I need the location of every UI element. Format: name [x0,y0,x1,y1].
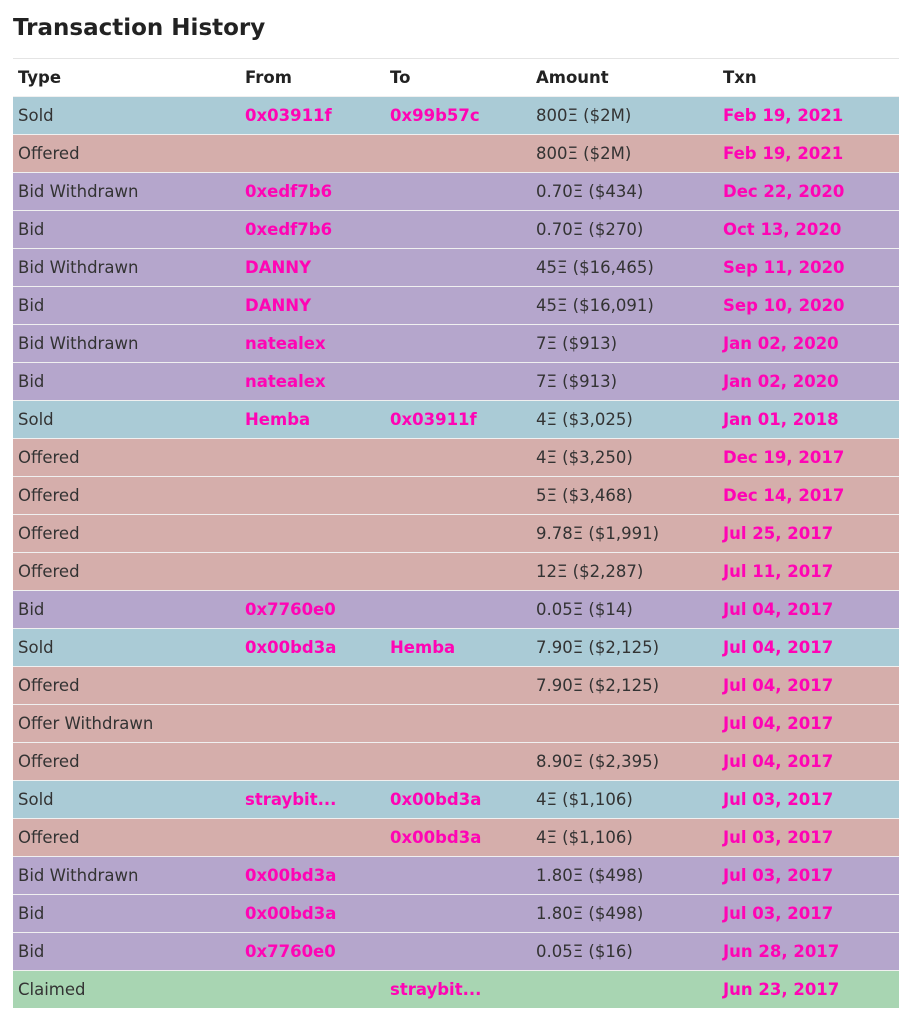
table-row [13,933,899,971]
txn-column-cell [718,211,899,249]
txn-link[interactable]: Jul 03, 2017 [723,904,834,923]
from-link[interactable]: DANNY [245,296,312,315]
txn-column-cell [718,629,899,667]
type-column-cell [13,933,240,971]
type-cell: Sold [18,790,54,809]
from-column-cell [240,629,385,667]
txn-link[interactable]: Dec 22, 2020 [723,182,845,201]
to-link[interactable]: 0x03911f [390,410,477,429]
from-column-cell [240,173,385,211]
type-cell: Sold [18,410,54,429]
amount-column-cell [531,515,718,553]
txn-link[interactable]: Dec 19, 2017 [723,448,845,467]
type-column-cell [13,743,240,781]
from-link[interactable]: 0xedf7b6 [245,182,333,201]
from-column-cell [240,401,385,439]
txn-link[interactable]: Jul 04, 2017 [723,638,834,657]
amount-cell: 45Ξ ($16,091) [536,296,654,315]
type-column-cell [13,287,240,325]
txn-link[interactable]: Jul 04, 2017 [723,752,834,771]
type-column-cell [13,439,240,477]
amount-column-cell [531,249,718,287]
type-cell: Bid [18,220,45,239]
txn-link[interactable]: Oct 13, 2020 [723,220,842,239]
type-column-cell [13,515,240,553]
amount-cell: 12Ξ ($2,287) [536,562,644,581]
amount-cell: 5Ξ ($3,468) [536,486,633,505]
type-cell: Bid [18,904,45,923]
txn-link[interactable]: Jan 02, 2020 [723,334,839,353]
txn-column-cell [718,135,899,173]
txn-column-cell [718,439,899,477]
type-column-cell [13,173,240,211]
from-link[interactable]: 0x00bd3a [245,638,337,657]
table-row [13,553,899,591]
txn-link[interactable]: Jul 04, 2017 [723,714,834,733]
to-link[interactable]: 0x00bd3a [390,790,482,809]
amount-cell: 0.70Ξ ($270) [536,220,644,239]
txn-link[interactable]: Jul 03, 2017 [723,790,834,809]
from-link[interactable]: 0x00bd3a [245,866,337,885]
column-header-type: Type [18,68,62,87]
type-cell: Bid Withdrawn [18,866,139,885]
type-column-cell [13,667,240,705]
amount-column-cell [531,173,718,211]
type-cell: Offered [18,828,80,847]
to-column-cell [385,553,531,591]
to-column-cell [385,705,531,743]
txn-column-cell [718,97,899,135]
from-link[interactable]: 0x03911f [245,106,332,125]
to-column-cell [385,249,531,287]
from-link[interactable]: 0x7760e0 [245,600,336,619]
from-column-cell [240,895,385,933]
to-column-cell [385,173,531,211]
type-column-cell [13,781,240,819]
amount-column-cell [531,439,718,477]
type-cell: Bid [18,600,45,619]
txn-column-cell [718,249,899,287]
column-header-amount: Amount [536,68,609,87]
from-link[interactable]: Hemba [245,410,311,429]
table-row [13,591,899,629]
amount-column-cell [531,895,718,933]
amount-column-cell [531,325,718,363]
table-row [13,363,899,401]
type-cell: Bid [18,942,45,961]
table-row [13,97,899,135]
txn-link[interactable]: Jan 01, 2018 [723,410,839,429]
txn-column-cell [718,553,899,591]
txn-link[interactable]: Jul 25, 2017 [723,524,834,543]
amount-cell: 7Ξ ($913) [536,372,618,391]
from-column-cell [240,515,385,553]
type-column-cell [13,363,240,401]
type-column-cell [13,249,240,287]
from-column-cell [240,667,385,705]
from-column-cell [240,743,385,781]
type-column-cell [13,629,240,667]
txn-link[interactable]: Jul 11, 2017 [723,562,834,581]
txn-link[interactable]: Feb 19, 2021 [723,144,844,163]
to-column-cell [385,97,531,135]
type-column-cell [13,971,240,1009]
type-cell: Bid Withdrawn [18,258,139,277]
from-column-cell [240,287,385,325]
from-column-cell [240,781,385,819]
from-column-cell [240,553,385,591]
table-row [13,173,899,211]
type-cell: Bid [18,296,45,315]
to-column-cell [385,895,531,933]
type-column-cell [13,553,240,591]
transaction-rows [13,97,899,1009]
type-cell: Claimed [18,980,86,999]
amount-cell: 7Ξ ($913) [536,334,618,353]
amount-cell: 7.90Ξ ($2,125) [536,676,660,695]
amount-column-cell [531,705,718,743]
txn-column-cell [718,743,899,781]
txn-column-cell [718,705,899,743]
to-column-cell [385,857,531,895]
amount-column-cell [531,933,718,971]
to-column-cell [385,287,531,325]
txn-column-cell [718,173,899,211]
txn-link[interactable]: Jul 04, 2017 [723,676,834,695]
type-cell: Bid Withdrawn [18,182,139,201]
to-link[interactable]: Hemba [390,638,456,657]
from-column-cell [240,211,385,249]
amount-cell: 800Ξ ($2M) [536,106,632,125]
from-column-cell [240,249,385,287]
from-column-cell [240,135,385,173]
amount-cell: 4Ξ ($3,025) [536,410,633,429]
txn-column-cell [718,819,899,857]
from-link[interactable]: 0xedf7b6 [245,220,333,239]
from-link[interactable]: natealex [245,372,326,391]
amount-column-cell [531,629,718,667]
amount-column-cell [531,97,718,135]
table-row [13,287,899,325]
amount-cell: 7.90Ξ ($2,125) [536,638,660,657]
page-title: Transaction History [13,15,266,41]
from-link[interactable]: DANNY [245,258,312,277]
amount-column-cell [531,667,718,705]
table-row [13,325,899,363]
amount-column-cell [531,287,718,325]
to-column-cell [385,439,531,477]
amount-column-cell [531,477,718,515]
txn-column-cell [718,477,899,515]
type-column-cell [13,819,240,857]
amount-cell: 4Ξ ($1,106) [536,828,633,847]
amount-column-cell [531,211,718,249]
txn-link[interactable]: Dec 14, 2017 [723,486,845,505]
type-cell: Offered [18,676,80,695]
type-cell: Offered [18,448,80,467]
txn-link[interactable]: Feb 19, 2021 [723,106,844,125]
from-column-cell [240,857,385,895]
table-row [13,781,899,819]
table-row [13,439,899,477]
txn-column-cell [718,363,899,401]
amount-column-cell [531,401,718,439]
from-column-cell [240,97,385,135]
from-column-cell [240,325,385,363]
to-column-cell [385,971,531,1009]
to-column-cell [385,211,531,249]
table-row [13,971,899,1009]
table-row [13,857,899,895]
to-column-cell [385,477,531,515]
table-row [13,819,899,857]
txn-column-cell [718,933,899,971]
txn-link[interactable]: Sep 11, 2020 [723,258,845,277]
from-column-cell [240,819,385,857]
amount-cell: 45Ξ ($16,465) [536,258,654,277]
amount-cell: 0.05Ξ ($14) [536,600,633,619]
to-link[interactable]: 0x99b57c [390,106,480,125]
type-column-cell [13,591,240,629]
from-column-cell [240,439,385,477]
type-column-cell [13,895,240,933]
txn-column-cell [718,401,899,439]
to-column-cell [385,591,531,629]
type-column-cell [13,857,240,895]
amount-column-cell [531,781,718,819]
from-column-cell [240,971,385,1009]
amount-column-cell [531,553,718,591]
from-link[interactable]: 0x00bd3a [245,904,337,923]
to-column-cell [385,667,531,705]
to-column-cell [385,515,531,553]
table-row [13,667,899,705]
txn-column-cell [718,781,899,819]
to-column-cell [385,401,531,439]
amount-cell: 4Ξ ($1,106) [536,790,633,809]
table-row [13,401,899,439]
table-row [13,743,899,781]
txn-column-cell [718,857,899,895]
txn-column-cell [718,667,899,705]
txn-column-cell [718,591,899,629]
amount-cell: 1.80Ξ ($498) [536,866,644,885]
table-row [13,477,899,515]
to-link[interactable]: straybit... [390,980,482,999]
amount-column-cell [531,363,718,401]
txn-link[interactable]: Jul 03, 2017 [723,828,834,847]
txn-column-cell [718,895,899,933]
amount-cell: 800Ξ ($2M) [536,144,632,163]
from-column-cell [240,933,385,971]
amount-column-cell [531,591,718,629]
txn-link[interactable]: Jun 23, 2017 [723,980,840,999]
from-column-cell [240,705,385,743]
table-row [13,249,899,287]
amount-column-cell [531,743,718,781]
type-cell: Offered [18,524,80,543]
to-column-cell [385,135,531,173]
txn-link[interactable]: Jan 02, 2020 [723,372,839,391]
type-column-cell [13,325,240,363]
column-header-to: To [390,68,411,87]
table-row [13,135,899,173]
amount-column-cell [531,135,718,173]
amount-cell: 4Ξ ($3,250) [536,448,633,467]
txn-column-cell [718,287,899,325]
type-cell: Sold [18,638,54,657]
type-cell: Offered [18,486,80,505]
amount-cell: 0.70Ξ ($434) [536,182,644,201]
transaction-table [13,59,899,1008]
to-column-cell [385,629,531,667]
type-cell: Offered [18,752,80,771]
txn-link[interactable]: Sep 10, 2020 [723,296,845,315]
type-cell: Sold [18,106,54,125]
type-cell: Offered [18,562,80,581]
type-column-cell [13,401,240,439]
column-header-txn: Txn [723,68,757,87]
amount-column-cell [531,819,718,857]
type-cell: Bid Withdrawn [18,334,139,353]
to-column-cell [385,363,531,401]
to-link[interactable]: 0x00bd3a [390,828,482,847]
type-cell: Offered [18,144,80,163]
type-cell: Offer Withdrawn [18,714,154,733]
txn-link[interactable]: Jun 28, 2017 [723,942,840,961]
column-header-from: From [245,68,292,87]
txn-column-cell [718,971,899,1009]
table-row [13,705,899,743]
from-column-cell [240,591,385,629]
type-column-cell [13,477,240,515]
to-column-cell [385,325,531,363]
from-link[interactable]: straybit... [245,790,337,809]
table-header-row [13,59,899,97]
to-column-cell [385,781,531,819]
from-column-cell [240,477,385,515]
txn-link[interactable]: Jul 04, 2017 [723,600,834,619]
amount-cell: 9.78Ξ ($1,991) [536,524,660,543]
txn-column-cell [718,515,899,553]
type-column-cell [13,135,240,173]
table-row [13,515,899,553]
table-row [13,211,899,249]
txn-column-cell [718,325,899,363]
from-link[interactable]: 0x7760e0 [245,942,336,961]
type-column-cell [13,211,240,249]
amount-column-cell [531,857,718,895]
amount-column-cell [531,971,718,1009]
from-link[interactable]: natealex [245,334,326,353]
amount-cell: 0.05Ξ ($16) [536,942,633,961]
table-row [13,895,899,933]
type-column-cell [13,705,240,743]
type-column-cell [13,97,240,135]
to-column-cell [385,819,531,857]
amount-cell: 1.80Ξ ($498) [536,904,644,923]
amount-cell: 8.90Ξ ($2,395) [536,752,660,771]
to-column-cell [385,743,531,781]
to-column-cell [385,933,531,971]
table-row [13,629,899,667]
type-cell: Bid [18,372,45,391]
from-column-cell [240,363,385,401]
txn-link[interactable]: Jul 03, 2017 [723,866,834,885]
